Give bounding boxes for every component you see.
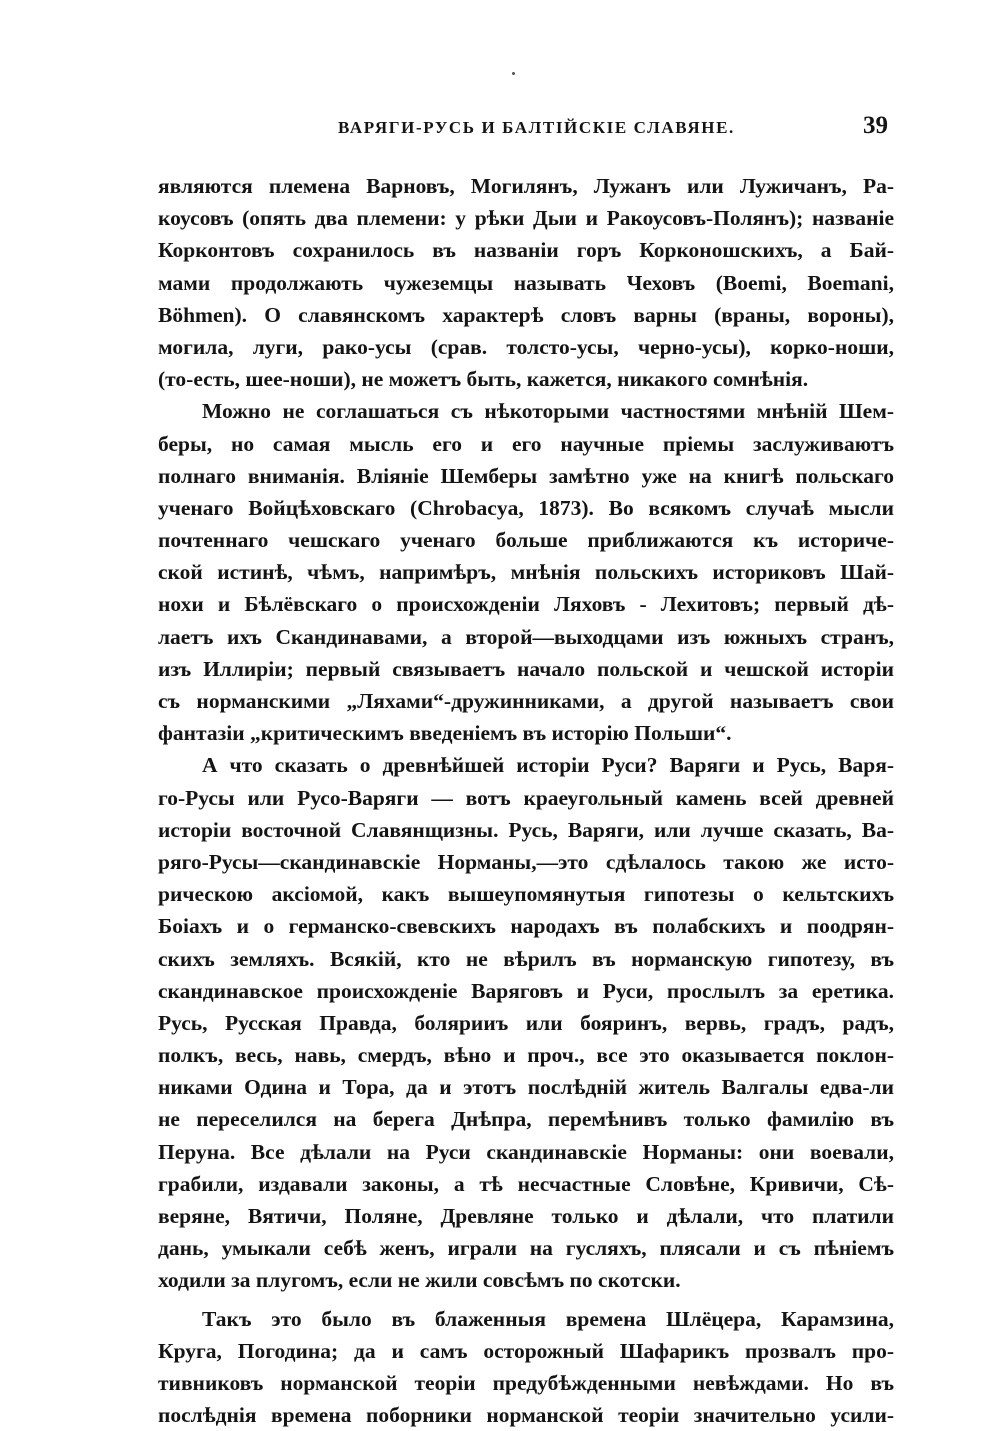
paragraph [158,395,894,749]
running-head [158,112,894,148]
text-line: изъ Иллиріи; первый связываетъ начало польской и чешской исторіи [158,656,894,681]
text-line: могила, луги, рако-усы (срав. толсто-усы, черно-усы), корко-ноши, [158,334,894,359]
text-line: скандинавское происхожденіе Варяговъ и Руси, прослылъ за еретика. [158,978,894,1003]
text-line: Böhmen). О славянскомъ характерѣ словъ варны (враны, вороны), [158,302,894,327]
text-line: Такъ это было въ блаженныя времена Шлёцера, Карамзина, [202,1306,894,1331]
paragraph [158,749,894,1296]
text-line: дань, умыкали себѣ женъ, играли на гусляхъ, плясали и съ пѣніемъ [158,1236,894,1261]
text-line: тивниковъ норманской теоріи предубѣжденными невѣждами. Но въ [158,1370,894,1395]
text-line: съ норманскими „Ляхами“-дружинниками, а другой называетъ свои [158,689,894,713]
paragraph [158,1303,894,1431]
text-line: беры, но самая мысль его и его научные пріемы заслуживаютъ [158,431,894,456]
text-line: нохи и Бѣлёвскаго о происхожденіи Ляховъ - Лехитовъ; первый дѣ- [158,592,894,617]
text-line: ходили за плугомъ, если не жили совсѣмъ по скотски. [158,1268,681,1293]
text-line: никами Одина и Тора, да и этотъ послѣдній житель Валгалы едва-ли [158,1075,894,1100]
text-line: полнаго вниманія. Вліяніе Шемберы замѣтно уже на книгѣ польскаго [158,463,894,488]
page-number: 39 [863,112,888,139]
text-line: лаетъ ихъ Скандинавами, а второй—выходцами изъ южныхъ странъ, [158,624,894,649]
text-line: Корконтовъ сохранилось въ названіи горъ Корконошскихъ, а Бай- [158,238,894,263]
text-line: А что сказать о древнѣйшей исторіи Руси? Варяги и Русь, Варя- [202,753,894,778]
text-line: рическою аксіомой, какъ вышеупомянутыя гипотезы о кельтскихъ [158,882,894,907]
text-line: являются племена Варновъ, Могилянъ, Лужанъ или Лужичанъ, Ра- [158,174,894,198]
body-text [158,170,894,1431]
text-line: ряго-Русы—скандинавскіе Норманы,—это сдѣлалось такою же исто- [158,849,894,874]
text-line: почтеннаго чешскаго ученаго больше приближаются къ историче- [158,528,894,553]
paragraph [158,170,894,395]
text-line: Перуна. Все дѣлали на Руси скандинавскіе Норманы: они воевали, [158,1139,894,1164]
text-line: ученаго Войцѣховскаго (Chrobacya, 1873). Во всякомъ случаѣ мысли [158,495,894,520]
text-line: исторіи восточной Славянщизны. Русь, Варяги, или лучше сказать, Ва- [158,817,894,842]
text-line: (то-есть, шее-ноши), не можетъ быть, кажется, никакого сомнѣнія. [158,367,809,392]
text-line: ской истинѣ, чѣмъ, напримѣръ, мнѣнія польскихъ историковъ Шай- [158,560,894,585]
text-line: Боіахъ и о германско-свевскихъ народахъ въ полабскихъ и поодрян- [158,914,894,939]
text-line: веряне, Вятичи, Поляне, Древляне только и дѣлали, что платили [158,1204,894,1228]
text-line: Русь, Русская Правда, болярииъ или бояринъ, вервь, градъ, радъ, [158,1010,894,1035]
text-line: го-Русы или Русо-Варяги — вотъ краеугольный камень всей древней [158,785,894,810]
running-title: ВАРЯГИ-РУСЬ И БАЛТІЙСКІЕ СЛАВЯНЕ. [338,118,735,137]
text-line: Круга, Погодина; да и самъ осторожный Шафарикъ прозвалъ про- [158,1338,894,1363]
text-line: грабили, издавали законы, а тѣ несчастные Словѣне, Кривичи, Сѣ- [158,1171,894,1196]
text-line: скихъ земляхъ. Всякій, кто не вѣрилъ въ норманскую гипотезу, въ [158,946,894,971]
text-line: фантазіи „критическимъ введеніемъ въ исторію Польши“. [158,721,732,746]
text-line: не переселился на берега Днѣпра, перемѣнивъ только фамилію въ [158,1107,894,1132]
text-line: послѣднія времена поборники норманской теоріи значительно усили- [158,1403,894,1428]
print-speck [512,72,515,75]
text-line: полкъ, весь, навь, смердъ, вѣно и проч., все это оказывается поклон- [158,1043,894,1068]
text-line: мами продолжають чужеземцы называть Чеховъ (Boemi, Boemani, [158,270,894,295]
text-line: коусовъ (опять два племени: у рѣки Дыи и Ракоусовъ-Полянъ); названіе [158,206,894,231]
text-line: Можно не соглашаться съ нѣкоторыми частностями мнѣній Шем- [202,399,894,424]
